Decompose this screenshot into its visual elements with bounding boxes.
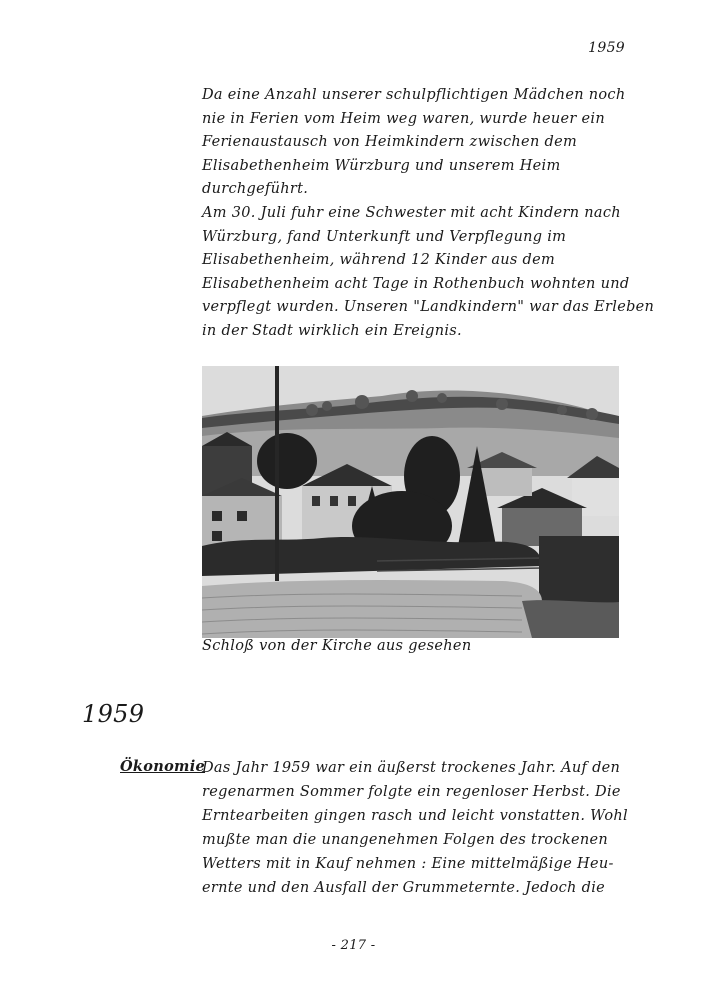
text-line: durchgeführt. bbox=[202, 181, 309, 198]
text-line: Elisabethenheim Würzburg und unserem Heim bbox=[202, 157, 561, 174]
intro-paragraph bbox=[202, 84, 655, 344]
text-line: regenarmen Sommer folgte ein regenloser Herbst. Die bbox=[202, 784, 621, 800]
text-line: in der Stadt wirklich ein Ereignis. bbox=[202, 322, 462, 339]
text-line: verpflegt wurden. Unseren "Landkindern" war das Erleben bbox=[202, 299, 655, 316]
text-line: Da eine Anzahl unserer schulpflichtigen Mädchen noch bbox=[202, 87, 626, 103]
text-line: Elisabethenheim acht Tage in Rothenbuch wohnten und bbox=[202, 275, 630, 292]
text-line: Erntearbeiten gingen rasch und leicht vonstatten. Wohl bbox=[202, 808, 628, 824]
text-line: mußte man die unangenehmen Folgen des trockenen bbox=[202, 832, 608, 848]
page-number: - 217 - bbox=[331, 938, 376, 953]
section-side-label: Ökonomie bbox=[120, 758, 206, 775]
text-line: ernte und den Ausfall der Grummeternte. Jedoch die bbox=[202, 880, 606, 896]
text-line: Das Jahr 1959 war ein äußerst trockenes Jahr. Auf den bbox=[202, 760, 621, 776]
section-year-heading: 1959 bbox=[82, 700, 145, 728]
text-line: Elisabethenheim, während 12 Kinder aus dem bbox=[202, 252, 556, 269]
text-line: Wetters mit in Kauf nehmen : Eine mittelmäßige Heu- bbox=[202, 856, 614, 872]
photo-caption: Schloß von der Kirche aus gesehen bbox=[202, 638, 472, 654]
text-line: Am 30. Juli fuhr eine Schwester mit acht Kindern nach bbox=[202, 204, 621, 221]
running-head-year: 1959 bbox=[588, 40, 625, 56]
text-line: Würzburg, fand Unterkunft und Verpflegung im bbox=[202, 228, 567, 245]
text-line: Ferienaustausch von Heimkindern zwischen dem bbox=[202, 134, 577, 151]
text-line: nie in Ferien vom Heim weg waren, wurde heuer ein bbox=[202, 110, 605, 127]
village-photo bbox=[202, 366, 619, 638]
section-paragraph bbox=[202, 756, 628, 900]
